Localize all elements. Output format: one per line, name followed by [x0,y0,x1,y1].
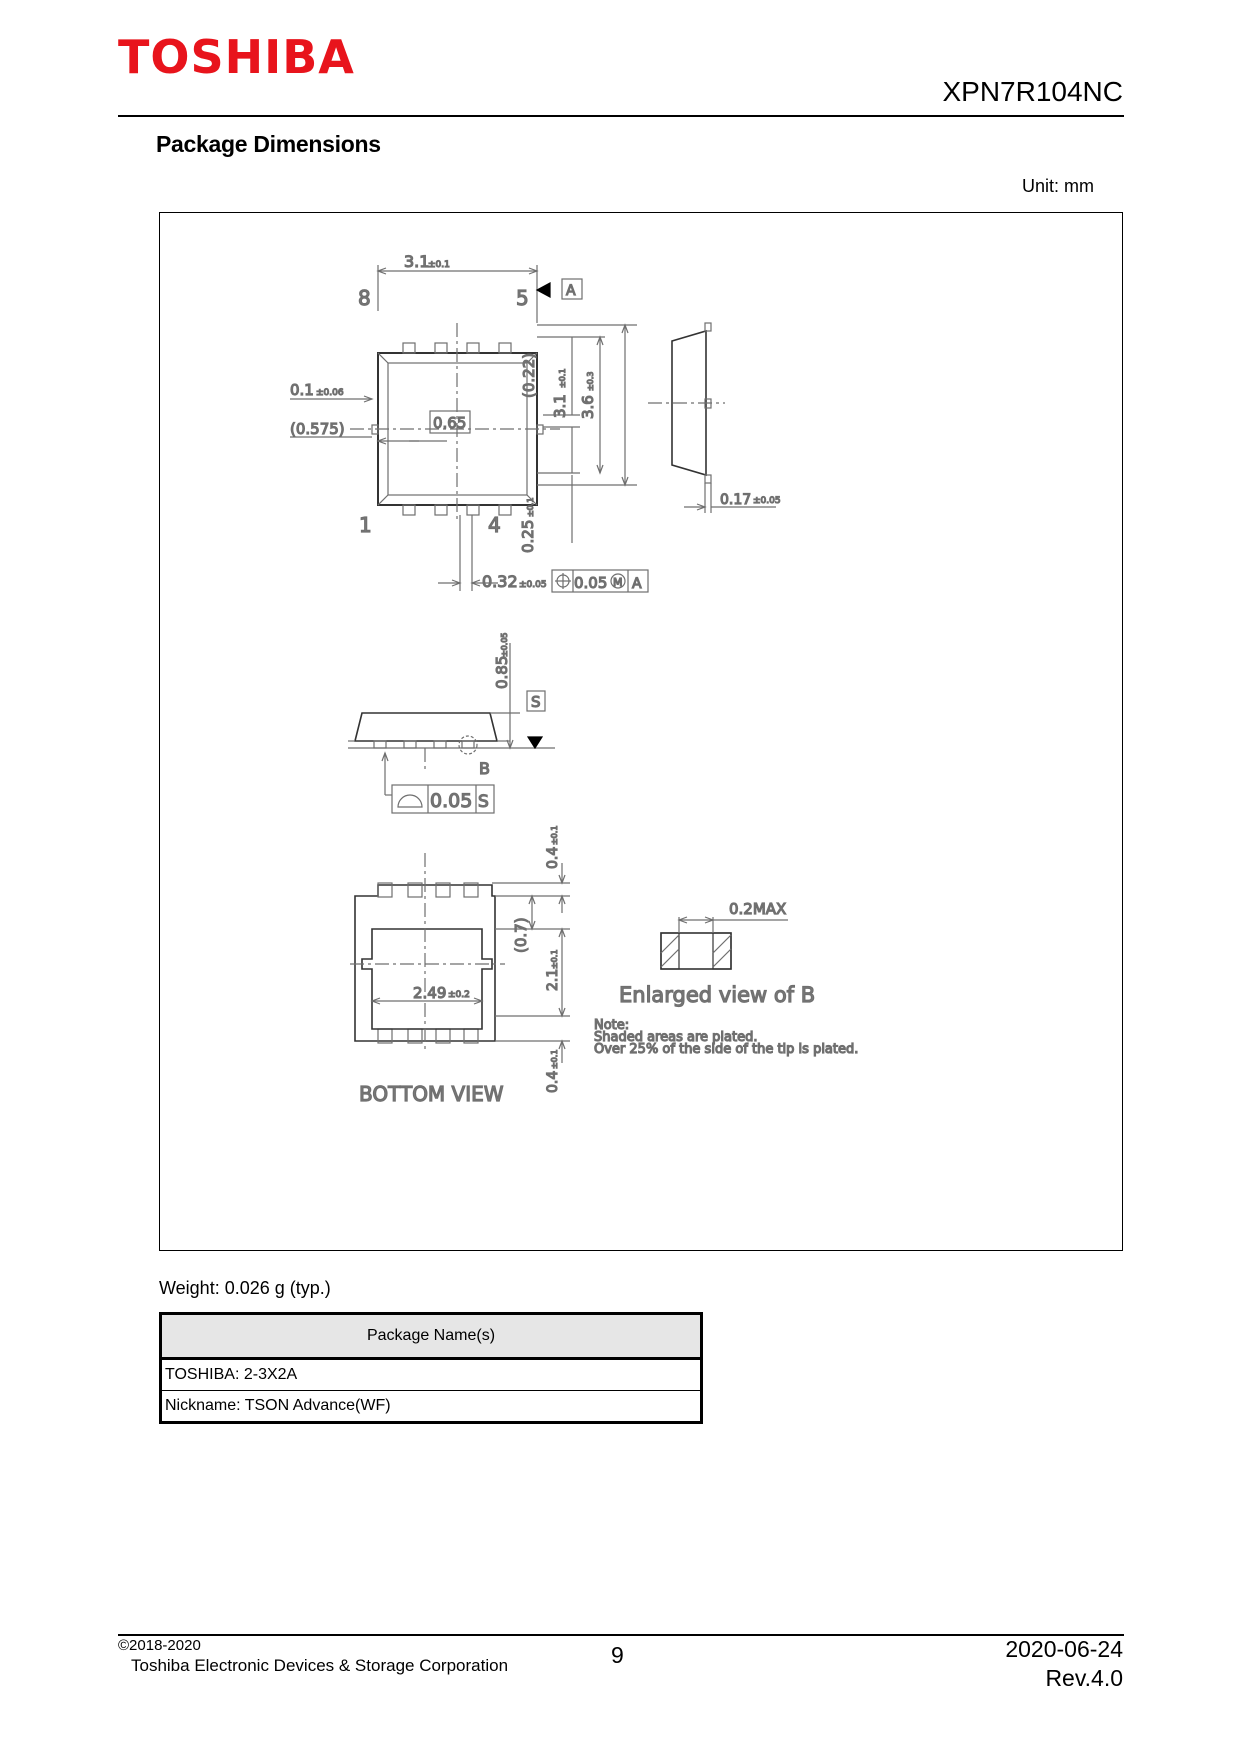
enlarged-view-label: Enlarged view of B [619,983,816,1007]
side-view-middle [348,643,555,813]
dim-lead-width-tol: ±0.05 [519,580,547,590]
dim-lead-offset: 0.1 [290,381,314,399]
flatness-datum: S [478,792,489,812]
dim-lead-length: 0.25 [519,519,537,553]
enlarged-view-b [661,917,788,969]
document-date: 2020-06-24 [1005,1636,1123,1662]
dim-lead-length-tol: ±0.1 [526,497,535,517]
dim-pad-offset-top: 0.4 [545,846,561,869]
pin-8-label: 8 [358,286,371,310]
note-line-1: Shaded areas are plated. [594,1030,758,1045]
part-number: XPN7R104NC [942,76,1123,107]
dim-top-width-tol: ±0.1 [428,260,450,270]
dim-top-width: 3.1 [404,252,430,271]
dim-ref-022: (0.22) [520,352,538,398]
flatness-value: 0.05 [430,790,473,812]
package-table-row: Nickname: TSON Advance(WF) [161,1391,702,1423]
dim-pad-offset-top-tol: ±0.1 [550,825,559,845]
datum-s-label: S [531,693,541,711]
bottom-view [350,853,570,1063]
page-number: 9 [611,1642,624,1668]
dim-max-02: 0.2MAX [729,900,787,918]
dim-pad-offset-bottom-tol: ±0.1 [550,1049,559,1069]
side-view-right [648,323,776,513]
header-rule [118,115,1124,117]
dim-thickness-tol: ±0.05 [753,496,781,506]
dim-pitch: 0.65 [433,414,467,432]
note-line-2: Over 25% of the side of the tip is plated. [594,1042,859,1057]
pos-tol-datum: A [632,576,642,592]
footer-rule [118,1634,1124,1636]
dim-body-length: 3.1 [551,394,569,418]
company-name: Toshiba Electronic Devices & Storage Corporation [131,1656,509,1675]
mmc-symbol: M [613,576,623,589]
weight-label: Weight: 0.026 g (typ.) [159,1278,331,1298]
dim-total-length: 3.6 [579,395,597,419]
toshiba-logo: TOSHIBA [118,30,355,84]
dim-height-tol: ±0.05 [500,632,509,657]
unit-label: Unit: mm [1022,176,1094,196]
detail-b-label: B [479,759,490,778]
dim-lead-offset-tol: ±0.06 [316,388,344,398]
package-table-header: Package Name(s) [161,1314,702,1359]
pos-tol-value: 0.05 [574,574,608,592]
package-drawing [160,213,1124,1252]
section-title: Package Dimensions [156,131,381,157]
package-name-table [159,1312,703,1424]
document-revision: Rev.4.0 [1045,1665,1123,1691]
dim-pad-offset-bottom: 0.4 [545,1070,561,1093]
bottom-view-label: BOTTOM VIEW [359,1082,504,1106]
drawing-frame [159,212,1123,1251]
package-table-row: TOSHIBA: 2-3X2A [161,1359,702,1391]
dim-pad-width: 2.49 [413,984,447,1002]
dim-ref-0575: (0.575) [290,420,345,438]
pin-4-label: 4 [488,513,501,537]
dim-height: 0.85 [493,655,511,689]
pin-1-label: 1 [359,513,372,537]
dim-ref-07: (0.7) [512,917,530,953]
copyright: ©2018-2020 [118,1637,201,1654]
dim-total-length-tol: ±0.3 [586,371,595,391]
dim-thickness: 0.17 [720,492,752,508]
dim-pad-length-tol: ±0.1 [550,949,559,969]
dim-pad-width-tol: ±0.2 [448,990,470,1000]
dim-lead-width: 0.32 [482,572,518,591]
pin-5-label: 5 [516,286,529,310]
note-title: Note: [594,1018,630,1033]
dim-pad-length: 2.1 [545,968,561,991]
dim-body-length-tol: ±0.1 [558,368,567,388]
datum-a-label: A [566,283,576,299]
